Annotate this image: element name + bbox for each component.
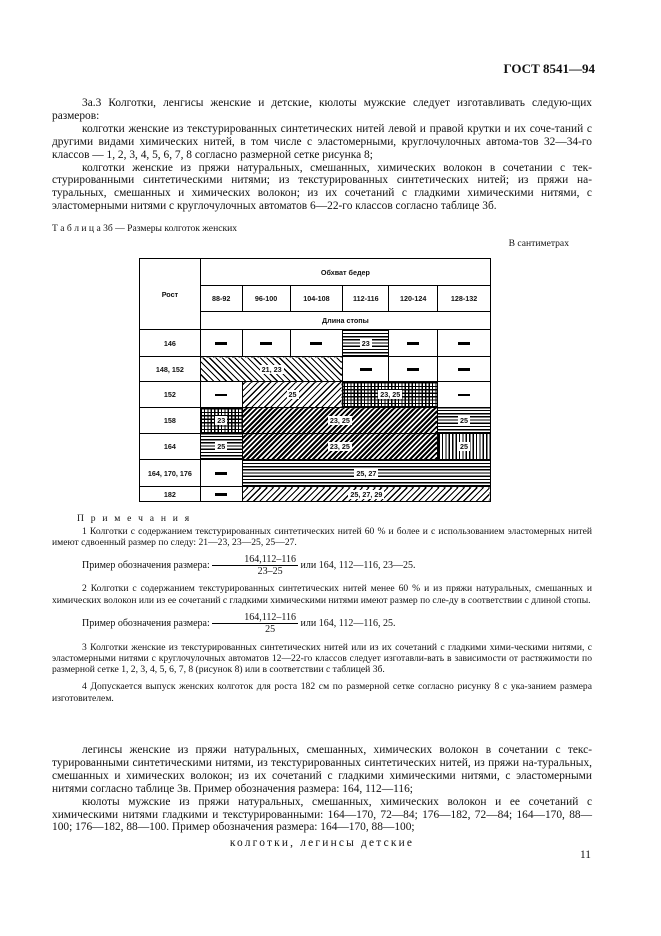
dash-mark bbox=[458, 368, 470, 371]
size-table bbox=[139, 258, 491, 502]
row-label: 158 bbox=[140, 408, 201, 434]
cell-value: 23 bbox=[200, 408, 242, 434]
note-2: 2 Колготки с содержанием текстурированных синтетических нитей менее 60 % и из пряжи натуральных, смешанных и химических волокон или из ее сочетаний с гладкими химическими нитями имеют размер по сле-ду в соответствии с длиной стопы. bbox=[52, 583, 592, 606]
dash-mark bbox=[260, 342, 272, 345]
dash-mark bbox=[310, 342, 322, 345]
cell-value: 23, 25 bbox=[242, 408, 437, 434]
table-row bbox=[140, 357, 491, 382]
cell-empty bbox=[200, 487, 242, 502]
dash-mark bbox=[407, 368, 419, 371]
row-label: 182 bbox=[140, 487, 201, 502]
cell-value: 25, 27, 29 bbox=[242, 487, 490, 502]
cell-value: 25, 27 bbox=[242, 460, 490, 487]
cell-value: 23, 25 bbox=[343, 382, 438, 408]
dash-mark bbox=[215, 493, 227, 496]
table-row bbox=[140, 330, 491, 357]
note-3: 3 Колготки женские из текстурированных синтетических нитей или из их сочетаний с гладкими хими-ческими нитями, с эластомерными нитями с круглочулочных автоматов 12—22-го классов следует изготавли-вать в зависимости от растяжимости по размерной сетке 1, 2, 3, 4, 5, 6, 7, 8 (рисунок 8) или в соответствии с таблицей 3б. bbox=[52, 641, 592, 676]
example-1: Пример обозначения размера: $\frac{164,112-116}{23-25}$ или 164, 112—116, 23—25. bbox=[82, 554, 416, 578]
cell-value: 25 bbox=[200, 434, 242, 460]
fraction: $\frac{164,112-116}{23-25}$ bbox=[212, 554, 298, 577]
row-label: 148, 152 bbox=[140, 357, 201, 382]
dash-mark bbox=[215, 342, 227, 345]
table-row bbox=[140, 487, 491, 502]
fraction: $\frac{164,112-116}{25}$ bbox=[212, 612, 298, 635]
cell-empty bbox=[438, 357, 491, 382]
cell-empty bbox=[242, 330, 290, 357]
example-2: Пример обозначения размера: $\frac{164,112-116}{25}$ или 164, 112—116, 25. bbox=[82, 611, 396, 635]
col-128-132: 128-132 bbox=[438, 286, 491, 312]
col-120-124: 120-124 bbox=[389, 286, 438, 312]
cell-empty bbox=[389, 357, 438, 382]
table-units: В сантиметрах bbox=[508, 238, 569, 249]
cell-empty bbox=[343, 357, 389, 382]
row-label: 164 bbox=[140, 434, 201, 460]
cell-empty bbox=[438, 382, 491, 408]
cell-value: 25 bbox=[438, 434, 491, 460]
standard-header: ГОСТ 8541—94 bbox=[503, 61, 595, 76]
bottom-text bbox=[52, 744, 592, 850]
dash-mark bbox=[458, 394, 470, 397]
dash-mark bbox=[215, 472, 227, 475]
row-label: 152 bbox=[140, 382, 201, 408]
paragraph-leggings: легинсы женские из пряжи натуральных, смешанных, химических волокон в сочетании с текс-турированными синтетическими нитями, из текстурированных синтетических нитей, из пряжи на-туральных, смешанных и химических волокон; из их сочетаний с гладкими химическими нитями, с эластомерными нитями согласно таблице 3в. Пример обозначения размера: 164, 112—116; bbox=[52, 744, 592, 795]
paragraph-intro: 3а.3 Колготки, лeнгисы женские и детские, кюлоты мужские следует изготавливать следую-щих размеров: bbox=[52, 97, 592, 122]
cell-value: 23, 25 bbox=[242, 434, 437, 460]
subheader-foot-length: Длина стопы bbox=[200, 312, 490, 330]
note-4: 4 Допускается выпуск женских колготок для роста 182 см по размерной сетке согласно рисунку 8 с ука-занием размера изготовителем. bbox=[52, 681, 592, 704]
col-96-100: 96-100 bbox=[242, 286, 290, 312]
notes bbox=[52, 526, 592, 704]
paragraph-tights-textured: колготки женские из текстурированных синтетических нитей левой и правой крутки и их соче-таний с другими видами химических нитей, в том числе с эластомерными, круглочулочных автома-тов 32—34-го классов — 1, 2, 3, 4, 5, 6, 7, 8 согласно размерной сетке рисунка 8; bbox=[52, 122, 592, 161]
cell-value: 21, 23 bbox=[200, 357, 343, 382]
table-row bbox=[140, 382, 491, 408]
row-header-height: Рост bbox=[140, 259, 201, 330]
row-label: 146 bbox=[140, 330, 201, 357]
cell-empty bbox=[200, 330, 242, 357]
paragraph-culottes: кюлоты мужские из пряжи натуральных, смешанных, химических волокон и ее сочетаний с химическими нитями гладкими и текстурированными: 164—170, 72—84; 176—182, 72—84; 164—170, 88—100; 176—182, 88—100. Пример обозначения размера: 164—170, 88—100; bbox=[52, 795, 592, 834]
col-112-116: 112-116 bbox=[343, 286, 389, 312]
table-caption: Т а б л и ц а 3б — Размеры колготок женских bbox=[52, 223, 238, 234]
cell-empty bbox=[200, 460, 242, 487]
col-104-108: 104-108 bbox=[290, 286, 343, 312]
col-group-title: Обхват бедер bbox=[200, 259, 490, 286]
page-number: 11 bbox=[580, 849, 591, 861]
table-row bbox=[140, 460, 491, 487]
dash-mark bbox=[458, 342, 470, 345]
dash-mark bbox=[215, 394, 227, 397]
cell-empty bbox=[200, 382, 242, 408]
cell-empty bbox=[290, 330, 343, 357]
dash-mark bbox=[360, 368, 372, 371]
heading-children: колготки, легинсы детские bbox=[229, 837, 415, 850]
section-3a3 bbox=[52, 97, 592, 213]
cell-value: 25 bbox=[438, 408, 491, 434]
dash-mark bbox=[407, 342, 419, 345]
notes-title: П р и м е ч а н и я bbox=[77, 513, 192, 524]
table-row bbox=[140, 434, 491, 460]
cell-value: 23 bbox=[343, 330, 389, 357]
note-1: 1 Колготки с содержанием текстурированных синтетических нитей 60 % и более и с использованием эластомерных нитей имеют сдвоенный размер по следу: 21—23, 23—25, 25—27. bbox=[52, 526, 592, 549]
row-label: 164, 170, 176 bbox=[140, 460, 201, 487]
paragraph-tights-yarn: колготки женские из пряжи натуральных, смешанных, химических волокон в сочетании с тек-стурированными синтетическими нитями; из текстурированных синтетических нитей; из пряжи на-туральных, смешанных и химических волокон; из их сочетаний с гладкими химическими нитями, с эластомерными нитями с круглочулочных автоматов 6—22-го классов согласно таблице 3б. bbox=[52, 161, 592, 213]
table-row bbox=[140, 408, 491, 434]
col-88-92: 88-92 bbox=[200, 286, 242, 312]
cell-empty bbox=[389, 330, 438, 357]
cell-value: 25 bbox=[242, 382, 343, 408]
cell-empty bbox=[438, 330, 491, 357]
